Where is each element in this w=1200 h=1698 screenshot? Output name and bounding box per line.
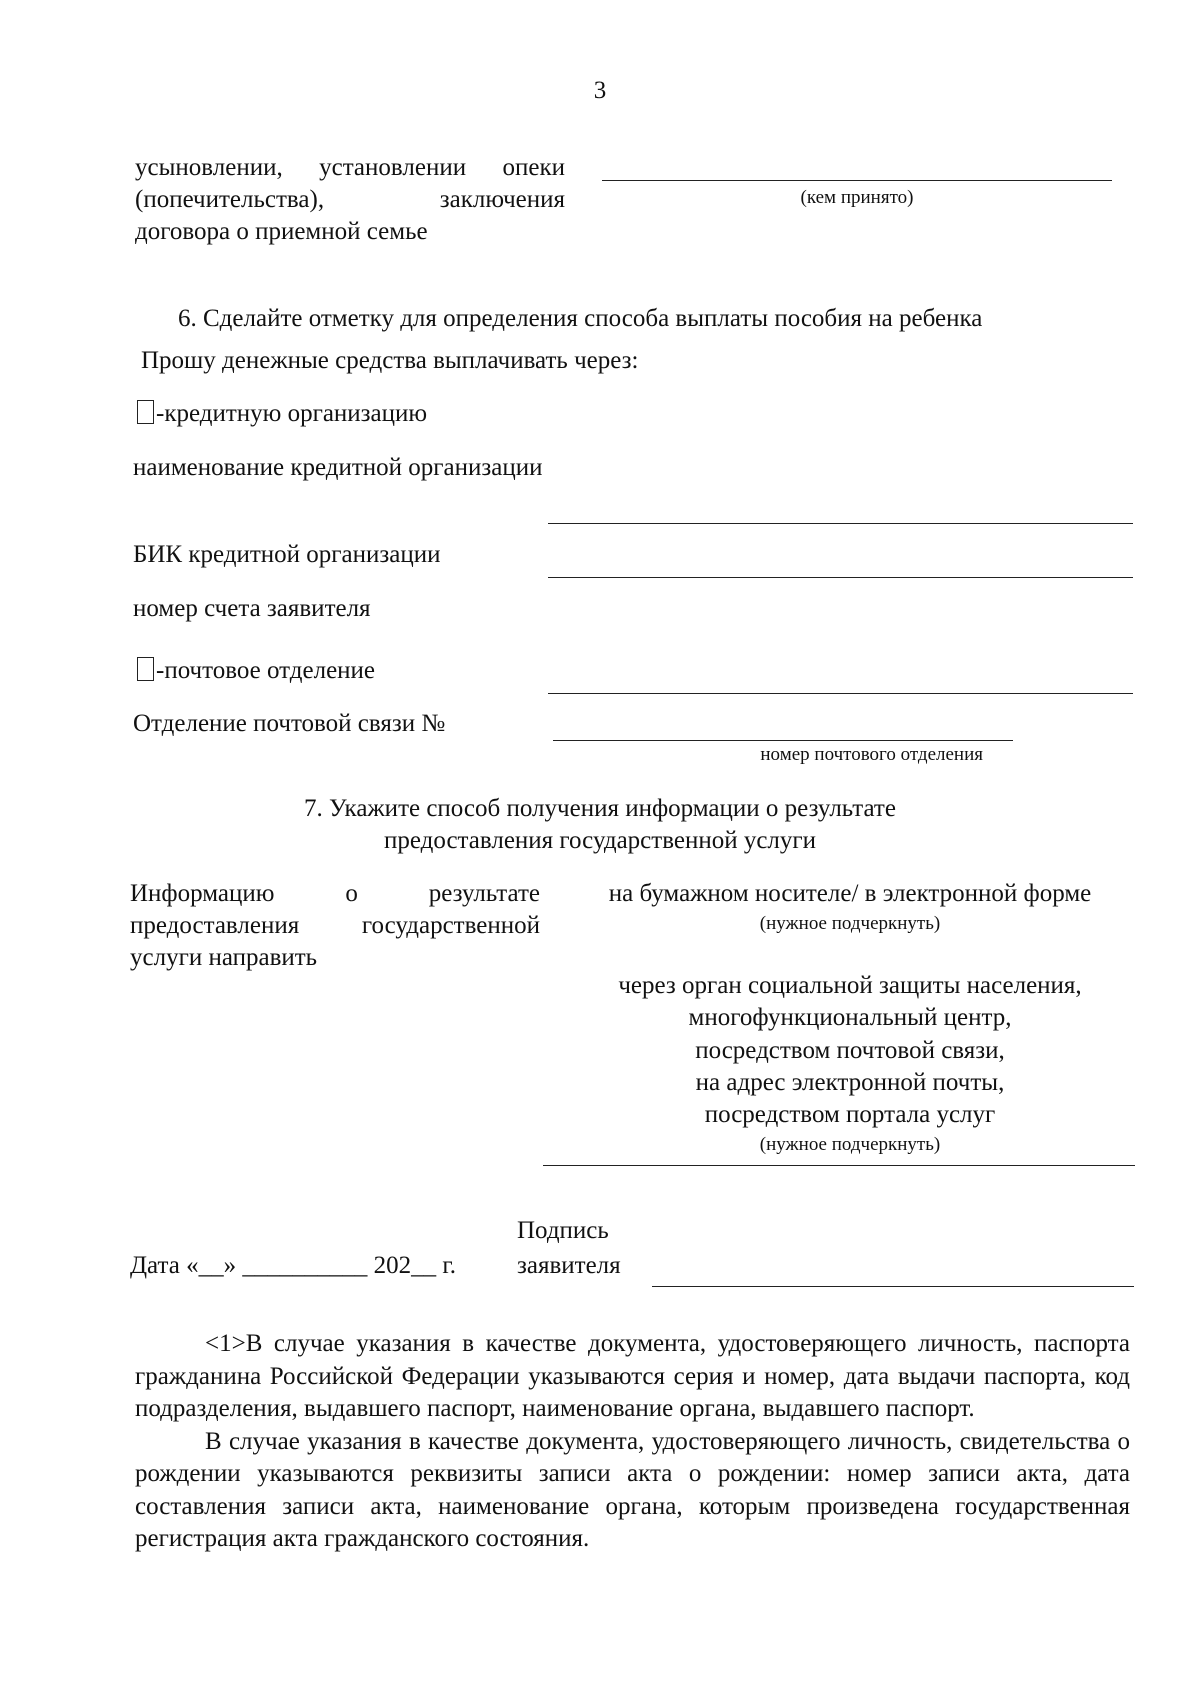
date-label[interactable]: Дата «__» __________ 202__ г. — [130, 1252, 457, 1279]
channel-portal[interactable]: посредством портала услуг — [704, 1101, 996, 1128]
footnote — [135, 1328, 1130, 1556]
checkbox-bank[interactable] — [137, 400, 154, 424]
section7-heading-2: предоставления государственной услуги — [383, 827, 817, 854]
result-channel-line — [543, 1165, 1135, 1166]
channel-social-protection[interactable]: через орган социальной защиты населения, — [618, 972, 1082, 999]
signature-label-1: Подпись — [517, 1217, 609, 1244]
bank-name-label: наименование кредитной организации — [133, 454, 543, 481]
result-media-note: (нужное подчеркнуть) — [759, 913, 941, 934]
option-bank-label: -кредитную организацию — [156, 400, 428, 427]
bik-label: БИК кредитной организации — [133, 541, 441, 568]
bank-name-line[interactable] — [548, 523, 1133, 524]
page-number: 3 — [593, 77, 607, 104]
footnote-paragraph-2: В случае указания в качестве документа, удостоверяющего личность, свидетельства о рождении указываются реквизиты записи акта о рождении: номер записи акта, дата составления записи акта, наименование органа, которым произведена государственная регистрация акта гражданского состояния. — [135, 1427, 1130, 1552]
channel-email[interactable]: на адрес электронной почты, — [695, 1069, 1005, 1096]
decision-authority-line[interactable] — [602, 180, 1112, 181]
section5-line-2: (попечительства), заключения — [135, 186, 565, 213]
decision-authority-caption: (кем принято) — [800, 187, 914, 208]
section5-line-1: усыновлении, установлении опеки — [135, 154, 565, 181]
result-info-label: Информацию о результате предоставления государственной услуги направить — [130, 880, 540, 971]
section6-intro: Прошу денежные средства выплачивать через: — [141, 347, 639, 374]
bik-line[interactable] — [548, 577, 1133, 578]
channels-note: (нужное подчеркнуть) — [759, 1134, 941, 1155]
result-media[interactable]: на бумажном носителе/ в электронной форме — [608, 880, 1092, 907]
account-label: номер счета заявителя — [133, 595, 371, 622]
signature-label-2: заявителя — [517, 1252, 621, 1279]
section7-heading-1: 7. Укажите способ получения информации о результате — [304, 795, 896, 822]
checkbox-post[interactable] — [137, 657, 154, 681]
post-office-line[interactable] — [553, 740, 1013, 741]
channel-post[interactable]: посредством почтовой связи, — [695, 1037, 1005, 1064]
post-office-caption: номер почтового отделения — [760, 744, 983, 765]
account-line[interactable] — [548, 693, 1133, 694]
option-post-label: -почтовое отделение — [156, 657, 376, 684]
footnote-paragraph-1: <1>В случае указания в качестве документа, удостоверяющего личность, паспорта гражданина Российской Федерации указываются серия и номер, дата выдачи паспорта, код подразделения, выдавшего паспорт, наименование органа, выдавшего паспорт. — [135, 1330, 1130, 1422]
option-bank[interactable] — [137, 398, 427, 430]
signature-line[interactable] — [652, 1286, 1134, 1287]
channel-mfc[interactable]: многофункциональный центр, — [688, 1004, 1012, 1031]
option-post[interactable] — [137, 655, 375, 687]
section5-line-3: договора о приемной семье — [135, 218, 428, 245]
section6-heading: 6. Сделайте отметку для определения способа выплаты пособия на ребенка — [178, 305, 983, 332]
post-office-label: Отделение почтовой связи № — [133, 710, 446, 737]
